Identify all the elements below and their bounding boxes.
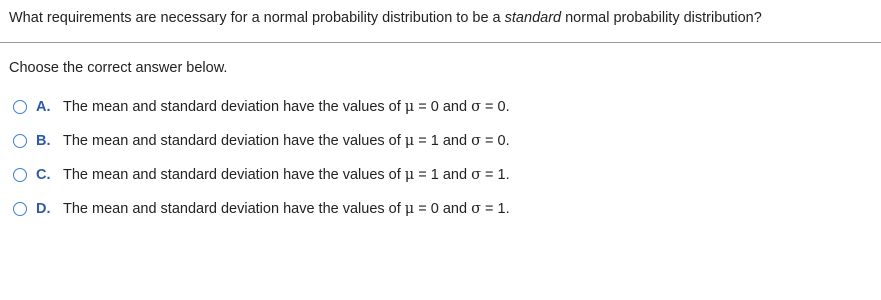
option-b[interactable]	[13, 131, 510, 151]
option-letter: D.	[36, 201, 51, 217]
radio-button-d[interactable]	[13, 202, 27, 216]
sigma-value: = 0.	[480, 133, 510, 149]
mu-symbol: μ	[404, 133, 415, 149]
question-text-end: normal probability distribution?	[561, 10, 762, 26]
option-prefix: The mean and standard deviation have the values of	[63, 99, 405, 115]
question-text-start: What requirements are necessary for a normal probability distribution to be a	[9, 10, 505, 26]
option-text	[63, 167, 510, 183]
sigma-symbol: σ	[471, 133, 481, 149]
mu-value: = 0 and	[414, 201, 472, 217]
sigma-symbol: σ	[471, 201, 481, 217]
sigma-value: = 1.	[480, 201, 510, 217]
question-text	[9, 9, 762, 27]
option-letter: B.	[36, 133, 51, 149]
sigma-value: = 0.	[480, 99, 510, 115]
option-letter: C.	[36, 167, 51, 183]
mu-symbol: μ	[404, 99, 415, 115]
radio-button-b[interactable]	[13, 134, 27, 148]
mu-symbol: μ	[404, 201, 415, 217]
option-letter: A.	[36, 99, 51, 115]
option-prefix: The mean and standard deviation have the values of	[63, 201, 405, 217]
radio-button-c[interactable]	[13, 168, 27, 182]
option-prefix: The mean and standard deviation have the values of	[63, 167, 405, 183]
question-emphasis: standard	[504, 10, 562, 26]
option-c[interactable]	[13, 165, 510, 185]
option-text	[63, 133, 510, 149]
instruction-text: Choose the correct answer below.	[9, 60, 228, 76]
sigma-symbol: σ	[471, 99, 481, 115]
option-text	[63, 201, 510, 217]
mu-value: = 0 and	[414, 99, 472, 115]
mu-value: = 1 and	[414, 133, 472, 149]
mu-value: = 1 and	[414, 167, 472, 183]
sigma-symbol: σ	[471, 167, 481, 183]
question-divider	[0, 42, 881, 43]
option-text	[63, 99, 510, 115]
radio-button-a[interactable]	[13, 100, 27, 114]
mu-symbol: μ	[404, 167, 415, 183]
option-a[interactable]	[13, 97, 510, 117]
option-prefix: The mean and standard deviation have the values of	[63, 133, 405, 149]
option-d[interactable]	[13, 199, 510, 219]
sigma-value: = 1.	[480, 167, 510, 183]
